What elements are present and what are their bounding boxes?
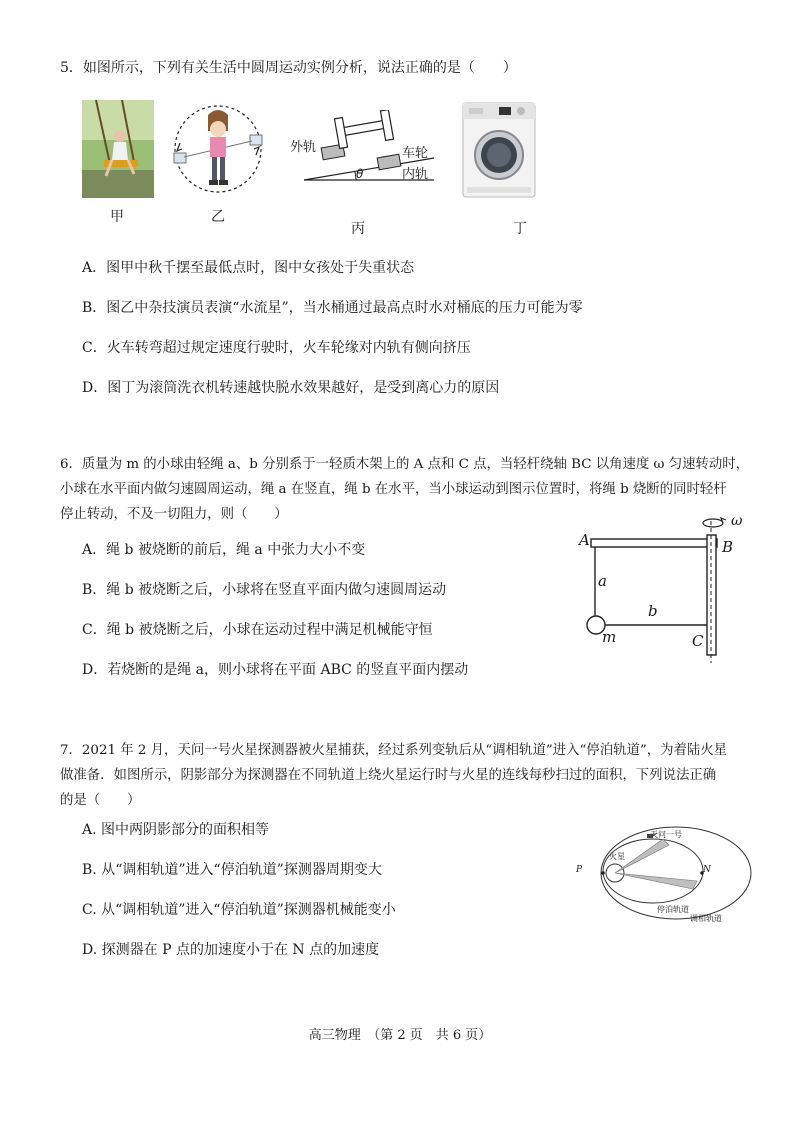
tianwen-label: 天问一号 [650, 830, 682, 839]
page-footer: 高三物理 （第 2 页 共 6 页） [308, 1028, 492, 1043]
mars-label: 火星 [609, 852, 625, 861]
q6-stem-line3: 停止转动，不及一切阻力，则（ ） [60, 507, 288, 522]
theta-label: θ [356, 167, 364, 181]
caption-yi: 乙 [211, 209, 225, 225]
label-P: P [576, 865, 583, 875]
q5-stem: 5．如图所示，下列有关生活中圆周运动实例分析，说法正确的是（ ） [60, 60, 517, 76]
label-A: A [579, 531, 590, 549]
caption-bing: 丙 [351, 221, 365, 237]
parking-orbit-label: 停泊轨道 [657, 905, 689, 914]
q7-option-b: B. 从“调相轨道”进入“停泊轨道”探测器周期变大 [82, 862, 382, 878]
q7-stem-line2: 做准备．如图所示，阴影部分为探测器在不同轨道上绕火星运行时与火星的连线每秒扫过的面积，下列说法正确 [60, 768, 717, 783]
label-N: N [703, 865, 711, 875]
q7-option-d: D. 探测器在 P 点的加速度小于在 N 点的加速度 [82, 942, 380, 958]
q5-option-c: C．火车转弯超过规定速度行驶时，火车轮缘对内轨有侧向挤压 [82, 340, 471, 356]
q6-option-a: A．绳 b 被烧断的前后，绳 a 中张力大小不变 [82, 542, 366, 558]
q6-option-d: D．若烧断的是绳 a，则小球将在平面 ABC 的竖直平面内摆动 [82, 662, 469, 678]
q5-option-b: B．图乙中杂技演员表演“水流星”，当水桶通过最高点时水对桶底的压力可能为零 [82, 300, 583, 316]
q7-stem-line3: 的是（ ） [60, 793, 141, 808]
water-meteor-figure [172, 103, 264, 195]
label-a: a [598, 572, 607, 590]
q7-stem-line1: 7．2021 年 2 月，天问一号火星探测器被火星捕获，经过系列变轨后从“调相轨道”进入“停泊轨道”，为着陆火星 [60, 743, 728, 758]
swing-photo [82, 100, 154, 198]
q6-stem-line2: 小球在水平面内做匀速圆周运动，绳 a 在竖直，绳 b 在水平，当小球运动到图示位置时，将绳 b 烧断的同时轻杆 [60, 482, 727, 497]
q7-option-c: C. 从“调相轨道”进入“停泊轨道”探测器机械能变小 [82, 902, 396, 918]
label-C: C [692, 632, 704, 650]
q6-option-b: B．绳 b 被烧断之后，小球将在竖直平面内做匀速圆周运动 [82, 582, 447, 598]
label-m: m [602, 628, 617, 646]
inner-rail-label: 内轨 [402, 167, 429, 182]
q5-option-a: A．图甲中秋千摆至最低点时，图中女孩处于失重状态 [82, 260, 415, 276]
caption-ding: 丁 [513, 221, 527, 237]
caption-jia: 甲 [110, 209, 124, 225]
label-omega: ω [731, 513, 743, 529]
phasing-orbit-label: 调相轨道 [690, 914, 722, 923]
q6-stem-line1: 6．质量为 m 的小球由轻绳 a、b 分别系于一轻质木架上的 A 点和 C 点，当轻杆绕轴 BC 以角速度 ω 匀速转动时， [60, 457, 750, 472]
q5-option-d: D．图丁为滚筒洗衣机转速越快脱水效果越好，是受到离心力的原因 [82, 380, 500, 396]
label-b: b [648, 602, 658, 620]
wheel-label: 车轮 [402, 146, 429, 161]
q6-option-c: C．绳 b 被烧断之后，小球在运动过程中满足机械能守恒 [82, 622, 433, 638]
label-B: B [722, 538, 734, 556]
outer-rail-label: 外轨 [290, 140, 317, 155]
washing-machine-photo [461, 101, 537, 199]
q7-option-a: A. 图中两阴影部分的面积相等 [82, 822, 270, 838]
